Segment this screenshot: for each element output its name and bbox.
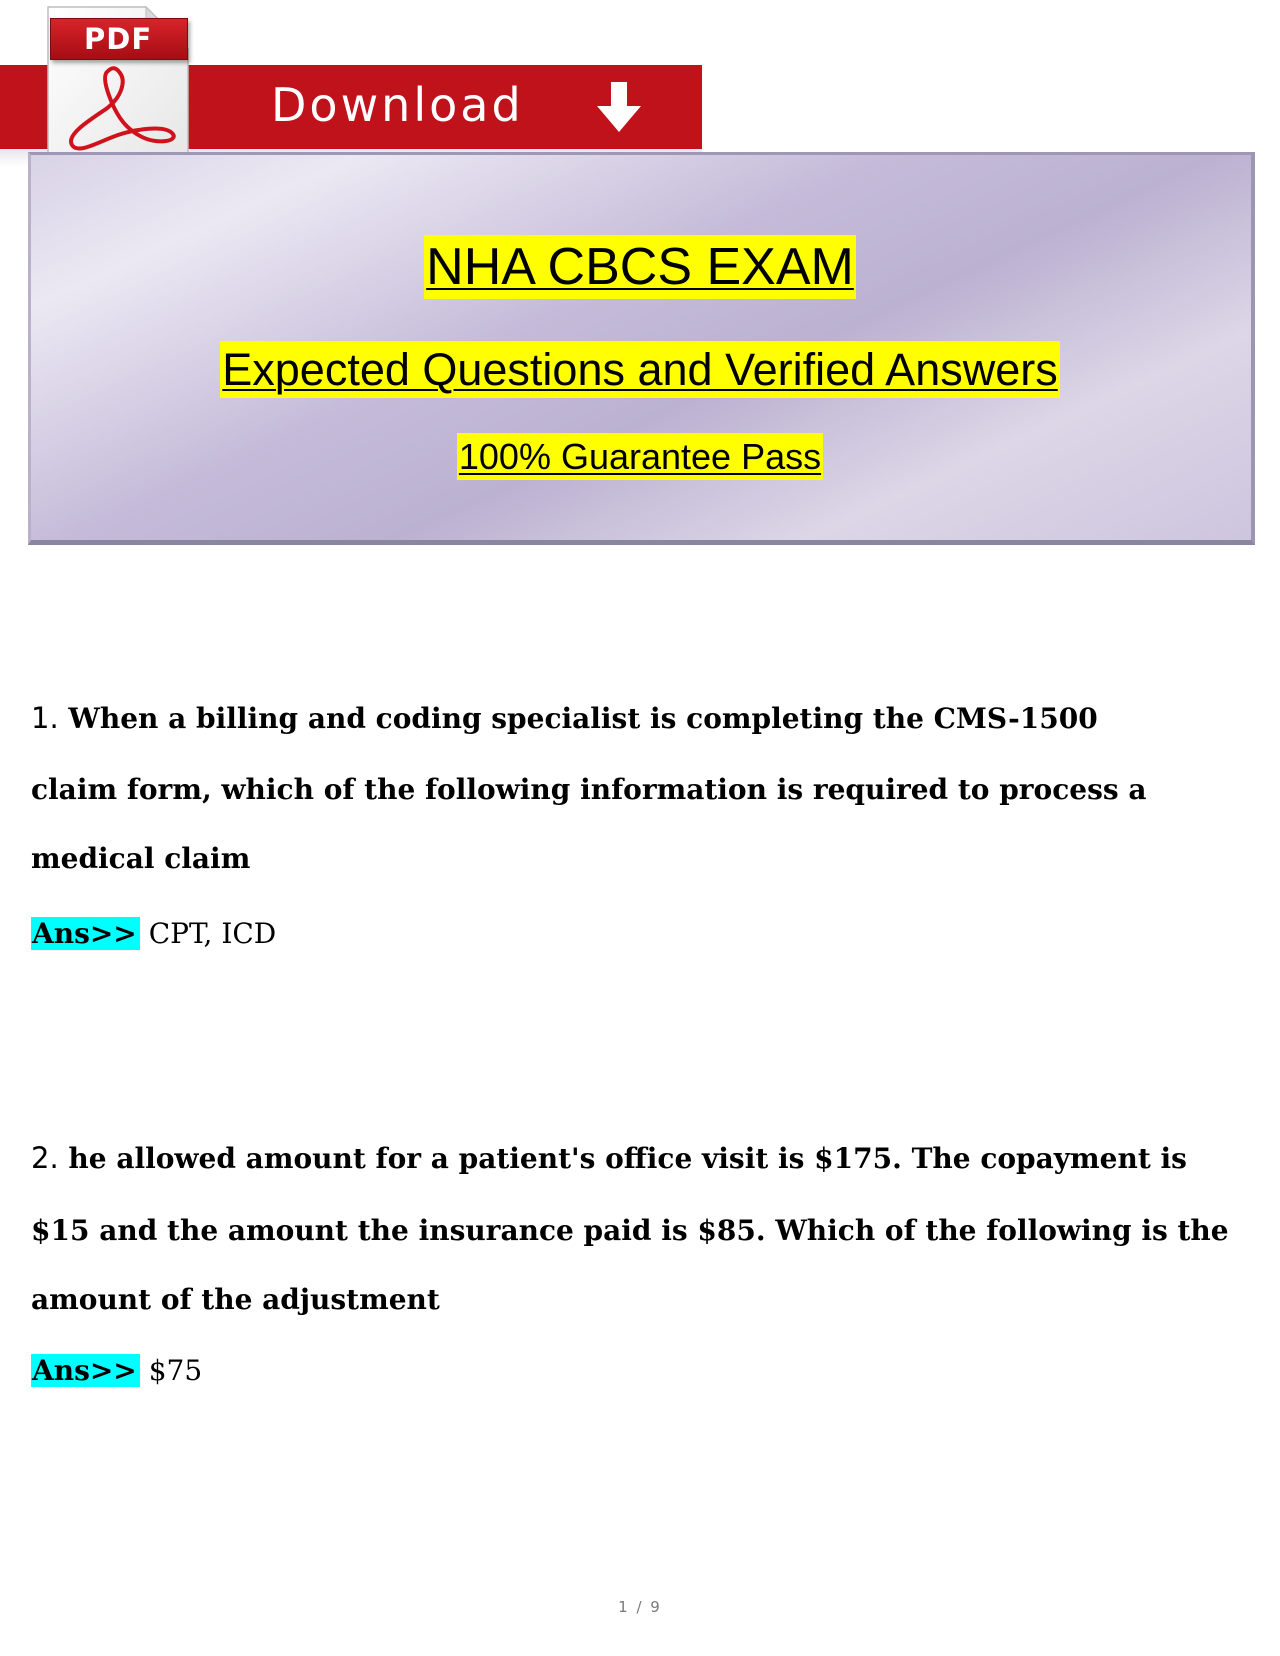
answer-2-label: Ans>> (31, 1354, 140, 1387)
question-2-line-2: $15 and the amount the insurance paid is $85. Which of the following is the (31, 1214, 1229, 1247)
exam-tagline (0, 427, 1280, 487)
pdf-document-icon[interactable] (46, 5, 196, 165)
exam-subtitle-text: Expected Questions and Verified Answers (220, 341, 1060, 398)
exam-subtitle (0, 335, 1280, 405)
pdf-tag-label: PDF (84, 22, 153, 56)
answer-2 (31, 1353, 202, 1389)
page-number: 1 / 9 (618, 1598, 662, 1616)
download-label[interactable]: Download (271, 78, 524, 132)
question-1-line-2: claim form, which of the following information is required to process a (31, 773, 1147, 806)
exam-title-text: NHA CBCS EXAM (424, 235, 856, 299)
question-2-text-1: he allowed amount for a patient's office visit is $175. The copayment is (68, 1142, 1187, 1175)
exam-tagline-text: 100% Guarantee Pass (457, 433, 823, 480)
pdf-tag (50, 18, 188, 60)
answer-2-text: $75 (148, 1354, 203, 1387)
question-1-line-3: medical claim (31, 842, 251, 875)
answer-1-label: Ans>> (31, 917, 140, 950)
question-2-line-3: amount of the adjustment (31, 1283, 440, 1316)
answer-1-text: CPT, ICD (148, 917, 277, 950)
question-2-number: 2. (31, 1141, 59, 1175)
answer-1 (31, 916, 276, 952)
question-2-line-1 (31, 1138, 1187, 1179)
question-1-number: 1. (31, 701, 59, 735)
question-1-text-1: When a billing and coding specialist is completing the CMS-1500 (68, 702, 1098, 735)
download-arrow-icon (594, 80, 644, 136)
question-1-line-1 (31, 698, 1098, 739)
exam-title (0, 225, 1280, 309)
